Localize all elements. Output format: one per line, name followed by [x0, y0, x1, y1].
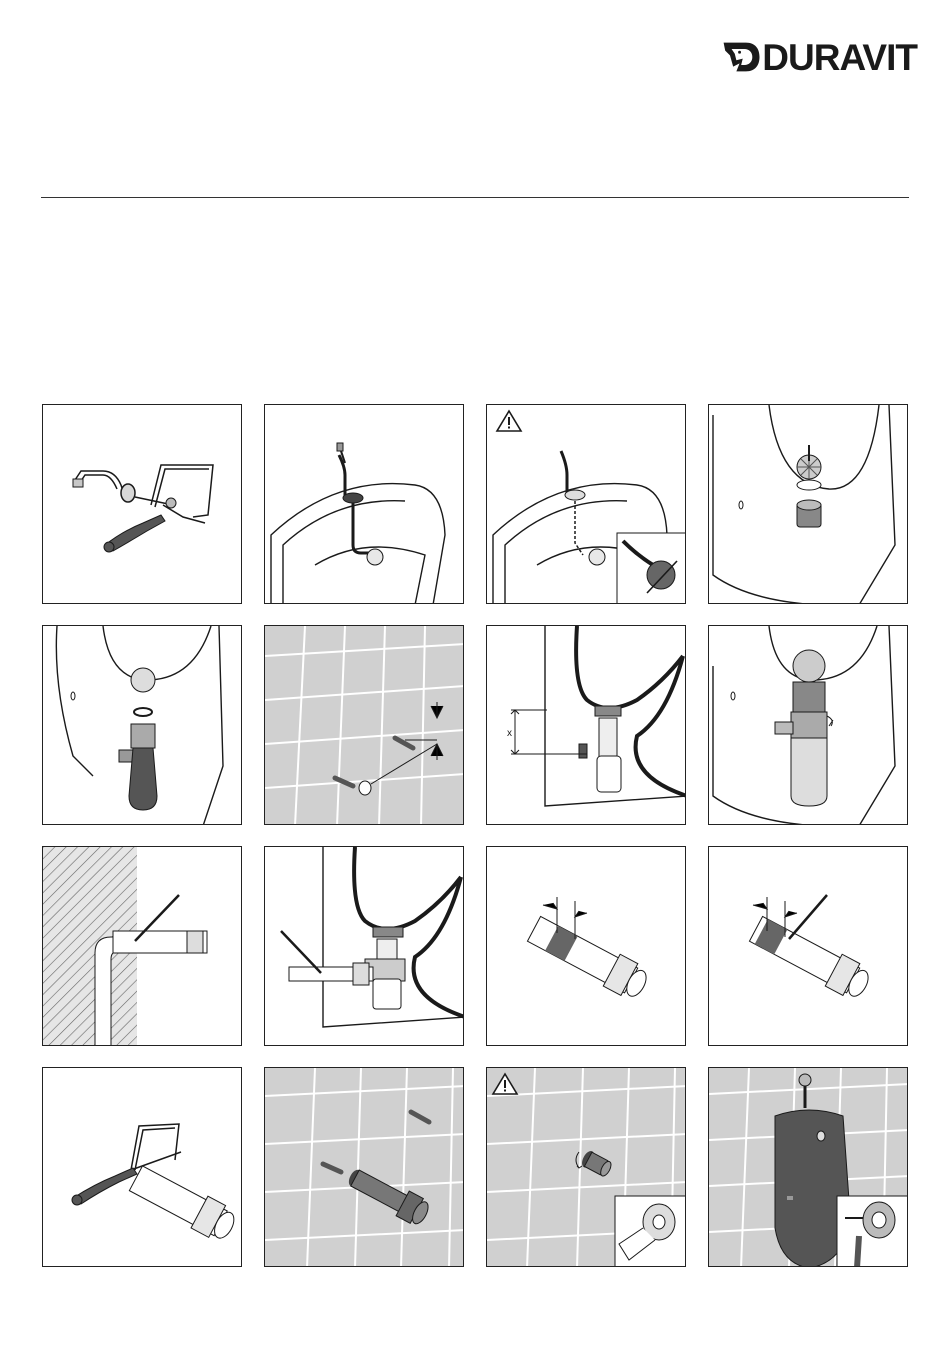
- pipe-mark-illustration: [709, 847, 908, 1046]
- step-panel-11: [486, 846, 686, 1046]
- step-panel-14: [264, 1067, 464, 1267]
- installed-urinal-illustration: [709, 1068, 908, 1267]
- urinal-inlet-detail-illustration: [487, 405, 686, 604]
- urinal-siphon-illustration: [43, 626, 242, 825]
- warning-icon: [497, 411, 521, 431]
- step-panel-4: [708, 404, 908, 604]
- hose-and-saw-illustration: [43, 405, 242, 604]
- wall-pipe-marking-illustration: [43, 847, 242, 1046]
- dimension-label: x: [507, 728, 512, 739]
- instruction-grid: [42, 404, 910, 1270]
- step-panel-12: [708, 846, 908, 1046]
- step-panel-7: [486, 625, 686, 825]
- urinal-inlet-illustration: [265, 405, 464, 604]
- pipe-measure-illustration: [487, 847, 686, 1046]
- step-panel-10: [264, 846, 464, 1046]
- tiled-wall-pipe-illustration: [265, 1068, 464, 1267]
- step-panel-9: [42, 846, 242, 1046]
- duravit-logo: [722, 34, 917, 80]
- step-panel-6: [264, 625, 464, 825]
- step-panel-16: [708, 1067, 908, 1267]
- siphon-pipe-marking-illustration: [265, 847, 464, 1046]
- tiled-wall-dowels-illustration: [265, 626, 464, 825]
- step-panel-8: [708, 625, 908, 825]
- step-panel-2: [264, 404, 464, 604]
- step-panel-13: [42, 1067, 242, 1267]
- header-divider: [41, 197, 909, 198]
- siphon-height-illustration: [487, 626, 686, 825]
- step-panel-1: [42, 404, 242, 604]
- step-panel-5: [42, 625, 242, 825]
- step-panel-15: [486, 1067, 686, 1267]
- urinal-waste-fitting-illustration: [709, 405, 908, 604]
- step-panel-3: [486, 404, 686, 604]
- siphon-assembly-illustration: [709, 626, 908, 825]
- tiled-wall-valve-illustration: [487, 1068, 686, 1267]
- brand-wordmark: DURAVIT: [762, 36, 917, 78]
- pipe-saw-illustration: [43, 1068, 242, 1267]
- duravit-logo-icon: [722, 35, 760, 79]
